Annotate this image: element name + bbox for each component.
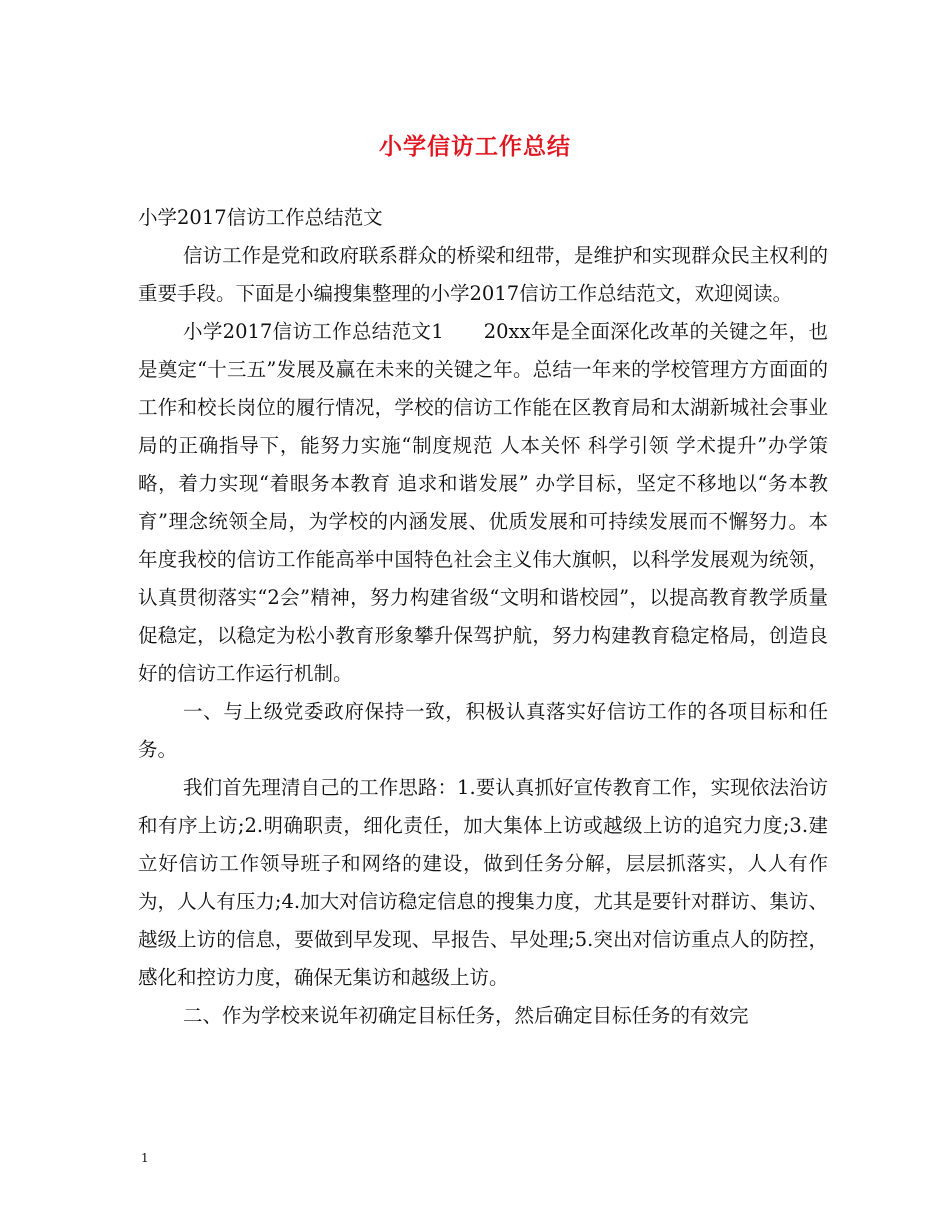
- document-title: 小学信访工作总结: [379, 134, 571, 160]
- section-label: 小学2017信访工作总结范文1: [183, 320, 444, 343]
- point-two-heading: 二、作为学校来说年初确定目标任务，然后确定目标任务的有效完: [183, 1004, 749, 1027]
- point-one-heading: 一、与上级党委政府保持一致，积极认真落实好信访工作的各项目标和任务。: [138, 700, 828, 761]
- intro-paragraph: 信访工作是党和政府联系群众的桥梁和纽带，是维护和实现群众民主权利的重要手段。下面是小编搜集整理的小学2017信访工作总结范文，欢迎阅读。: [138, 244, 828, 305]
- point-one-detail: 我们首先理清自己的工作思路：1.要认真抓好宣传教育工作，实现依法治访和有序上访;2.明确职责，细化责任，加大集体上访或越级上访的追究力度;3.建立好信访工作领导班子和网络的建设，做到任务分解，层层抓落实，人人有作为，人人有压力;4.加大对信访稳定信息的搜集力度，尤其是要针对群访、集访、越级上访的信息，要做到早发现、早报告、早处理;5.突出对信访重点人的防控，感化和控访力度，确保无集访和越级上访。: [138, 776, 828, 989]
- section-paragraph: [138, 313, 828, 693]
- page-number: 1: [141, 1151, 149, 1165]
- section-text: 20xx年是全面深化改革的关键之年，也是奠定“十三五”发展及赢在未来的关键之年。总结一年来的学校管理方方面面的工作和校长岗位的履行情况，学校的信访工作能在区教育局和太湖新城社会事业局的正确指导下，能努力实施“制度规范 人本关怀 科学引领 学术提升”办学策略，着力实现“着眼务本教育 追求和谐发展” 办学目标，坚定不移地以“务本教育”理念统领全局，为学校的内涵发展、优质发展和可持续发展而不懈努力。本年度我校的信访工作能高举中国特色社会主义伟大旗帜，以科学发展观为统领，认真贯彻落实“2会”精神，努力构建省级“文明和谐校园”，以提高教育教学质量促稳定，以稳定为松小教育形象攀升保驾护航，努力构建教育稳定格局，创造良好的信访工作运行机制。: [138, 320, 828, 685]
- document-body: [138, 199, 828, 1035]
- document-subtitle: 小学2017信访工作总结范文: [138, 206, 383, 229]
